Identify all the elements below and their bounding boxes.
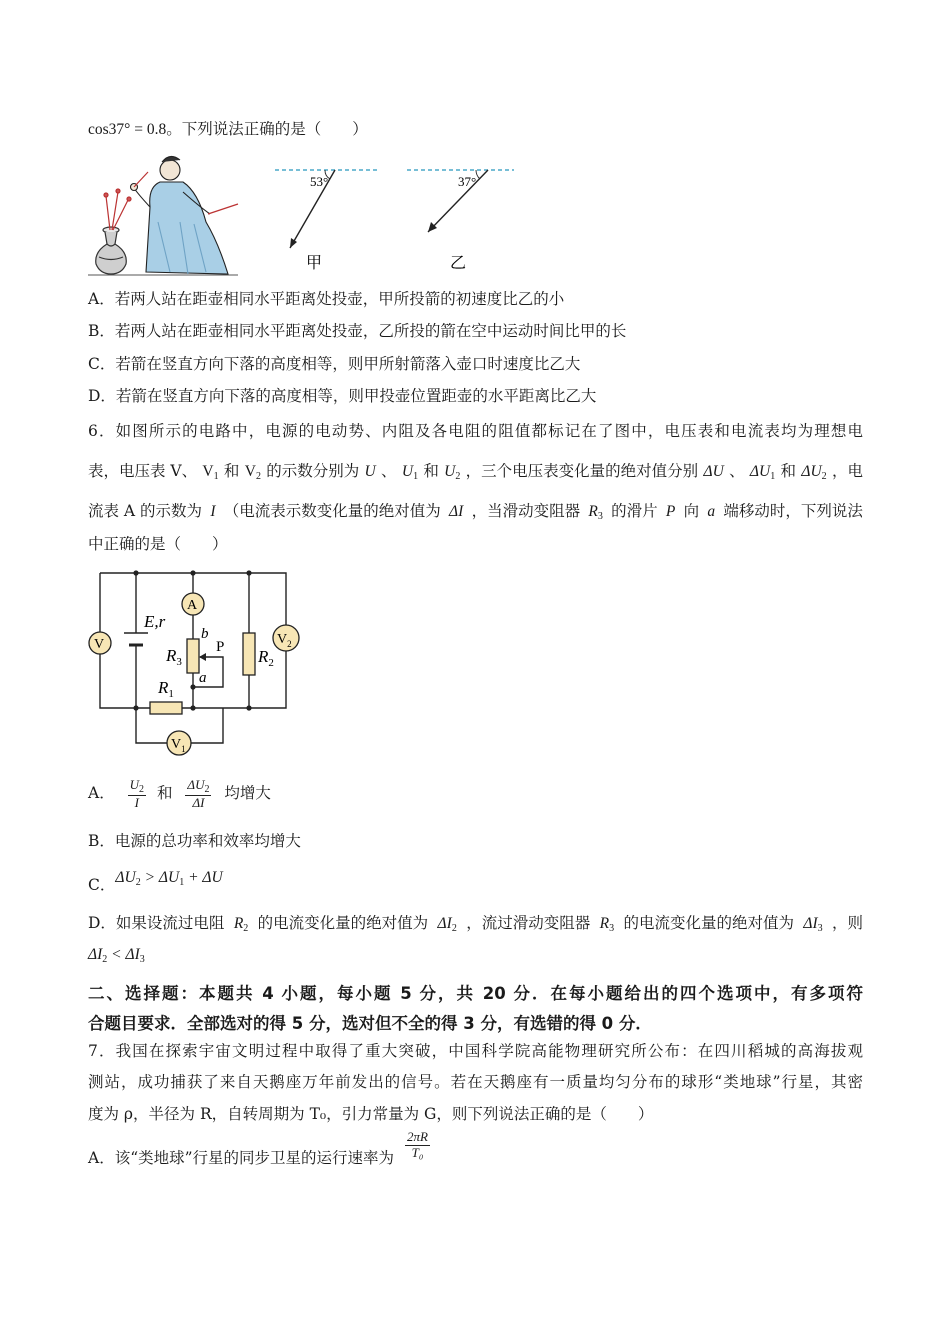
- text: 的滑片: [611, 502, 658, 520]
- text: 、: [729, 462, 745, 480]
- text: C．: [88, 876, 116, 894]
- person-icon: [131, 156, 229, 274]
- text: 和: [223, 462, 240, 480]
- text: ，流过滑动变阻器: [466, 914, 591, 932]
- text: 端移动时，下列说法: [723, 502, 863, 520]
- v2-symbol: $V_2$: [244, 463, 261, 482]
- text: 、: [381, 462, 397, 480]
- resistor-r1: [150, 702, 182, 714]
- text: 和: [780, 462, 797, 480]
- q5-option-c: C．若箭在竖直方向下落的高度相等，则甲所射箭落入壶口时速度比乙大: [88, 355, 581, 373]
- r2-label: $R_2$: [258, 647, 274, 669]
- a-end-label: a: [199, 670, 207, 686]
- delta-u1-symbol: $\Delta U_1$: [749, 463, 776, 482]
- label-jia: 甲: [306, 253, 323, 272]
- text: D．如果设流过电阻: [88, 914, 225, 932]
- delta-u2-symbol: $\Delta U_2$: [801, 463, 827, 482]
- i-symbol: I: [210, 503, 216, 520]
- sync-speed-fraction: $\frac{2\pi R}{\text{T₀}}$: [406, 1129, 428, 1160]
- label-yi: 乙: [450, 253, 467, 272]
- b-end-label: b: [201, 626, 209, 642]
- q5-option-b: B．若两人站在距壶相同水平距离处投壶，乙所投的箭在空中运动时间比甲的长: [88, 322, 627, 340]
- a-symbol: a: [707, 503, 716, 520]
- text: （电流表示数变化量的绝对值为: [223, 502, 441, 520]
- text: 表，电压表 V、: [88, 462, 198, 480]
- text: A．该“类地球”行星的同步卫星的运行速率为: [88, 1149, 395, 1167]
- voltmeter-v1-label: $V_1$: [171, 737, 186, 754]
- u2-symbol: $U_2$: [444, 463, 461, 482]
- figure-jia: [270, 160, 390, 275]
- r3-symbol: $R_3$: [599, 915, 615, 934]
- text: ，三个电压表变化量的绝对值分别: [465, 462, 699, 480]
- v1-symbol: $V_1$: [202, 463, 219, 482]
- inequality-c: $\Delta U_2 > \Delta U_1 + \Delta U$: [115, 869, 223, 888]
- angle-arc: [476, 170, 480, 179]
- q7-stem-line3: 度为 ρ，半径为 R，自转周期为 T₀，引力常量为 G，则下列说法正确的是（ ）: [88, 1105, 654, 1123]
- text: 均增大: [224, 784, 271, 802]
- cos-equation: cos37° = 0.8: [88, 121, 167, 138]
- text: A．: [88, 784, 115, 802]
- q5-stem-text: 。下列说法正确的是（ ）: [166, 120, 368, 138]
- text: 的电流变化量的绝对值为: [623, 914, 794, 932]
- u2-over-i: $\frac{U_2}{I}$: [129, 776, 145, 810]
- q6-option-a: [88, 775, 271, 815]
- q5-stem-tail: [88, 118, 368, 141]
- slider-arrow-icon: [199, 653, 206, 661]
- delta-i-symbol: ΔI: [449, 503, 464, 520]
- voltmeter-v-label: V: [94, 637, 105, 652]
- q5-option-d: D．若箭在竖直方向下落的高度相等，则甲投壶位置距壶的水平距离比乙大: [88, 387, 597, 405]
- q6-stem-line3: [88, 500, 863, 528]
- arrows-in-vase-icon: [104, 189, 131, 230]
- delta-u-symbol: ΔU: [703, 463, 724, 480]
- text: 向: [683, 502, 700, 520]
- vase-icon: [96, 227, 127, 274]
- u-symbol: U: [364, 463, 376, 480]
- p-symbol: P: [665, 503, 676, 520]
- du2-over-di: $\frac{\Delta U_2}{\Delta I}$: [187, 776, 210, 810]
- q7-option-a: [88, 1129, 430, 1182]
- text: ，则: [831, 914, 863, 932]
- figure-yi: [402, 160, 522, 275]
- voltmeter-v2-label: $V_2$: [277, 632, 292, 649]
- text: 和: [156, 784, 173, 802]
- text: 的电流变化量的绝对值为: [257, 914, 429, 932]
- u1-symbol: $U_1$: [401, 463, 419, 482]
- rheostat-r3: [187, 639, 199, 673]
- angle-label-yi: 37°: [458, 174, 477, 189]
- q6-stem-line2: [88, 460, 863, 488]
- delta-i3-symbol: $\Delta I_3$: [803, 915, 823, 934]
- text: 流表 A 的示数为: [88, 502, 203, 520]
- q5-option-a: A．若两人站在距壶相同水平距离处投壶，甲所投箭的初速度比乙的小: [88, 290, 565, 308]
- r2-symbol: $R_2$: [233, 915, 249, 934]
- q6-option-d-inequality: $\Delta I_2 < \Delta I_3$: [88, 946, 145, 965]
- resistor-r2: [243, 633, 255, 675]
- text: 的示数分别为: [266, 462, 360, 480]
- section2-header-line2: 合题目要求．全部选对的得 5 分，选对但不全的得 3 分，有选错的得 0 分．: [88, 1014, 652, 1033]
- text: 和: [423, 462, 439, 480]
- text: ，当滑动变阻器: [471, 502, 581, 520]
- r1-label: $R_1$: [158, 678, 174, 700]
- q6-stem-line4: 中正确的是（ ）: [88, 535, 228, 553]
- q7-stem-line2: 测站，成功捕获了来自天鹅座万年前发出的信号。若在天鹅座有一质量均匀分布的球形“类地球”行星，其密: [88, 1073, 863, 1091]
- angle-label-jia: 53°: [310, 174, 329, 189]
- q6-option-c: [88, 866, 223, 894]
- text: ，电: [831, 462, 863, 480]
- r3-label: $R_3$: [166, 646, 182, 668]
- pitch-pot-illustration: [88, 152, 238, 277]
- ammeter-a-label: A: [187, 598, 198, 613]
- q7-stem-line1: 7．我国在探索宇宙文明过程中取得了重大突破，中国科学院高能物理研究所公布：在四川稻城的高海拔观: [88, 1042, 863, 1060]
- section2-header-line1: 二、选择题：本题共 4 小题，每小题 5 分，共 20 分．在每小题给出的四个选项中，有多项符: [88, 984, 863, 1003]
- delta-i2-symbol: $\Delta I_2$: [437, 915, 457, 934]
- q6-stem-line1: 6．如图所示的电路中，电源的电动势、内阻及各电阻的阻值都标记在了图中，电压表和电流表均为理想电: [88, 422, 863, 440]
- emf-label: E,r: [144, 612, 166, 631]
- circuit-diagram: [86, 565, 311, 765]
- p-label: P: [216, 639, 225, 655]
- q6-option-d: [88, 912, 863, 940]
- arrowhead-icon: [290, 238, 297, 248]
- q6-option-b: B．电源的总功率和效率均增大: [88, 832, 301, 850]
- r3-symbol: $R_3$: [588, 503, 603, 522]
